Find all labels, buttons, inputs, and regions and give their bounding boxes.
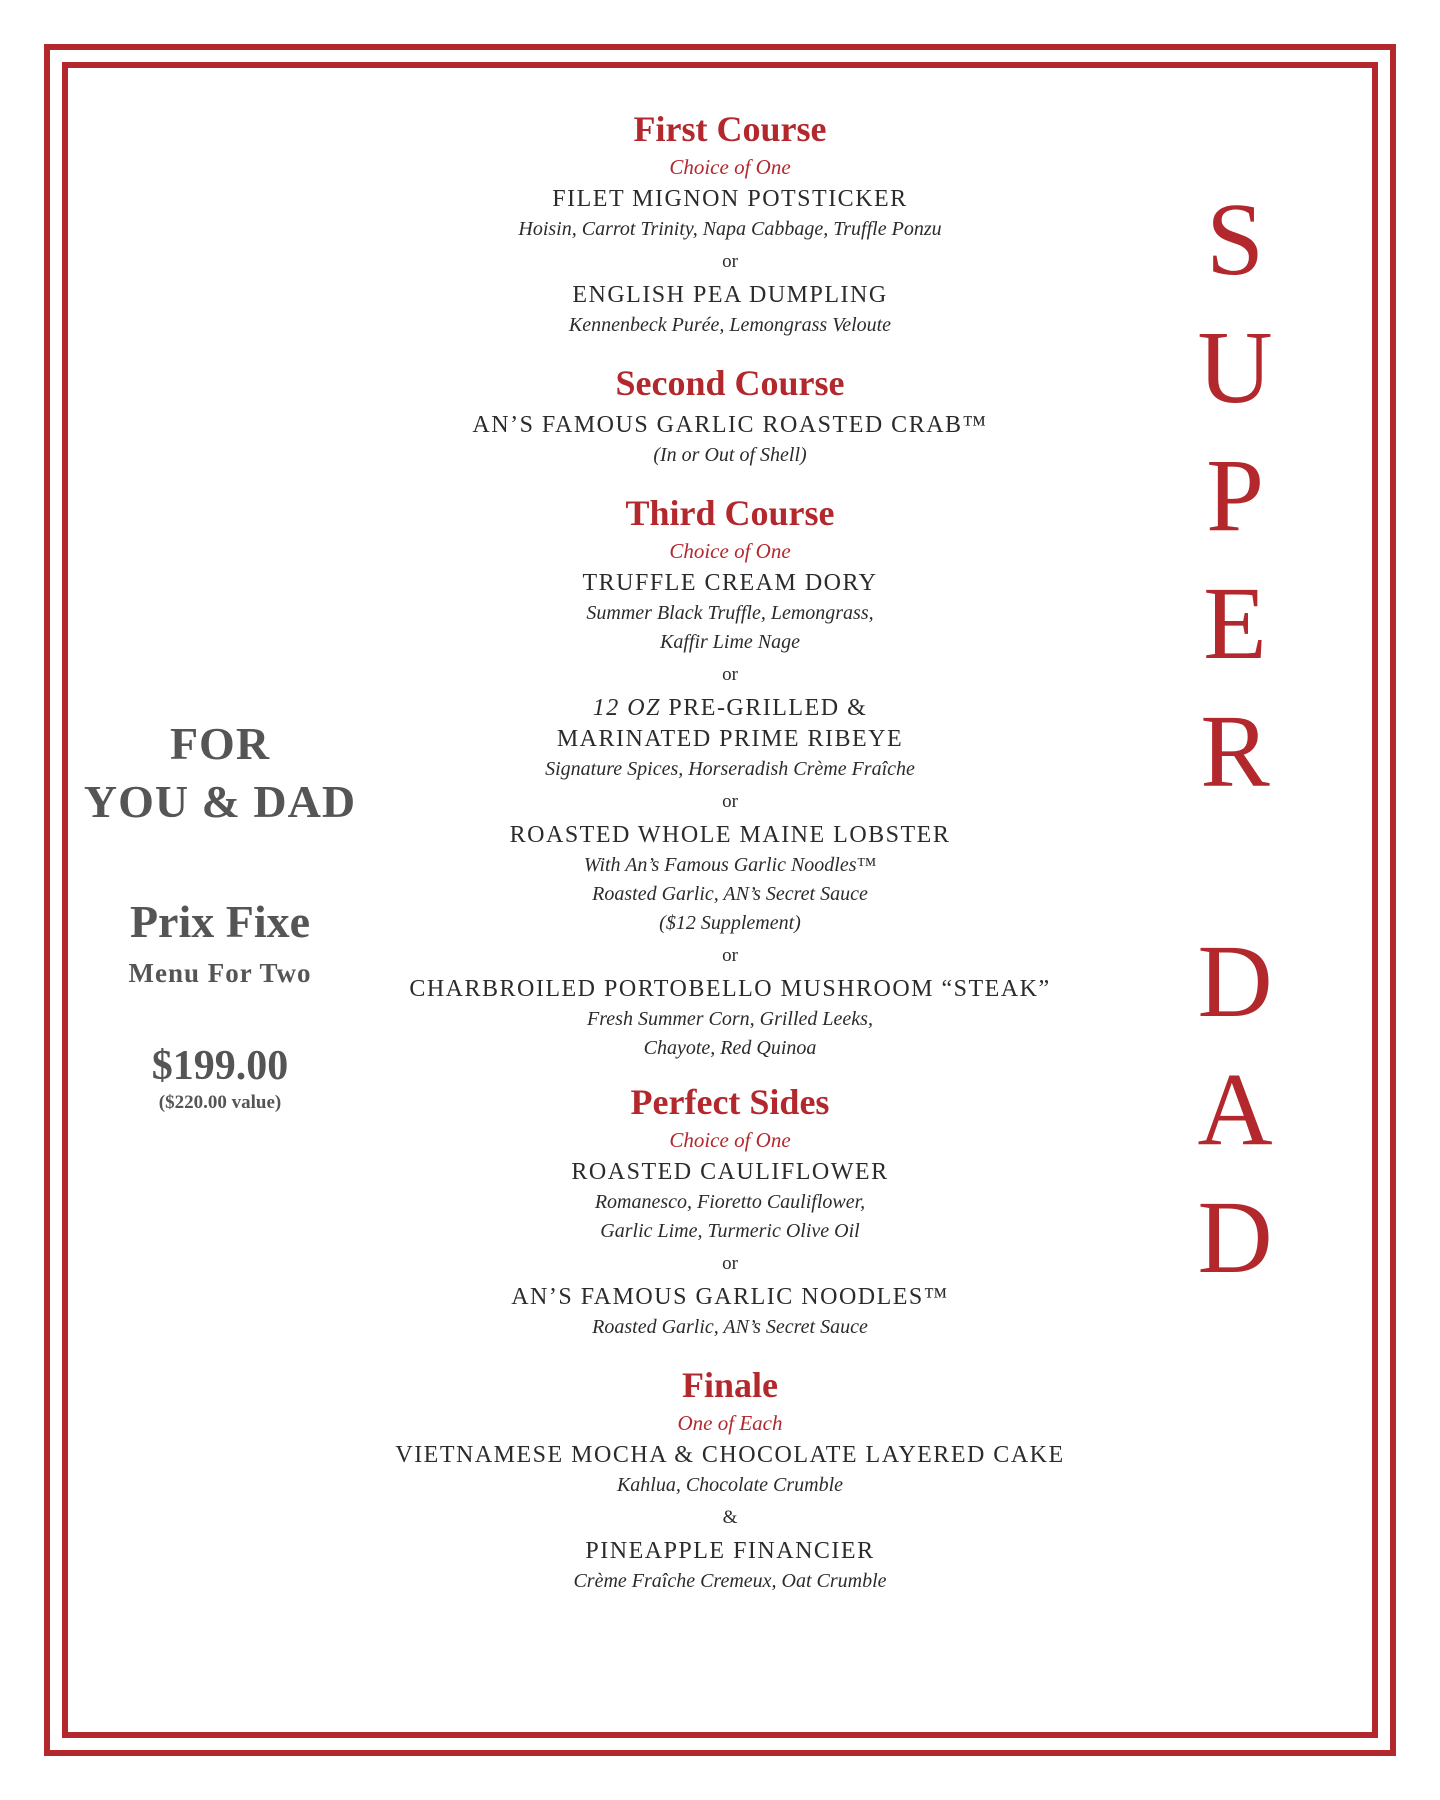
separator: or <box>722 945 738 966</box>
vertical-letter: R <box>1200 694 1270 809</box>
dish-name: ENGLISH PEA DUMPLING <box>572 282 888 308</box>
dish-name: VIETNAMESE MOCHA & CHOCOLATE LAYERED CAKE <box>395 1442 1065 1468</box>
dish-name: CHARBROILED PORTOBELLO MUSHROOM “STEAK” <box>409 976 1051 1002</box>
separator: or <box>722 1253 738 1274</box>
dish-description: Roasted Garlic, AN’s Secret Sauce <box>592 1316 868 1338</box>
dish-name-part: PRE-GRILLED & <box>668 695 868 721</box>
menu-courses <box>390 108 1070 1596</box>
vertical-letter: D <box>1197 1180 1273 1295</box>
course-title: Perfect Sides <box>630 1082 830 1122</box>
dish-name: AN’S FAMOUS GARLIC ROASTED CRAB™ <box>472 412 988 438</box>
course-title: Finale <box>682 1365 778 1405</box>
first-course-section <box>390 108 1070 340</box>
course-title: First Course <box>633 109 827 149</box>
course-subtitle: One of Each <box>677 1411 783 1435</box>
vertical-letter: P <box>1206 438 1264 553</box>
dish-description: Crème Fraîche Cremeux, Oat Crumble <box>573 1570 887 1592</box>
dish-name: ROASTED CAULIFLOWER <box>571 1159 889 1185</box>
dish-description: With An’s Famous Garlic Noodles™ <box>583 854 877 876</box>
prix-fixe-subtitle: Menu For Two <box>128 958 312 988</box>
separator: or <box>722 664 738 685</box>
separator: or <box>722 251 738 272</box>
price-value: ($220.00 value) <box>158 1092 282 1113</box>
sides-section <box>390 1081 1070 1342</box>
vertical-word-dad <box>1175 922 1295 1306</box>
dish-name <box>390 693 1070 724</box>
dish-description: Roasted Garlic, AN’s Secret Sauce <box>592 883 868 905</box>
dish-description: Kaffir Lime Nage <box>659 631 800 653</box>
dish-weight: 12 OZ <box>592 695 661 721</box>
vertical-letter: U <box>1197 310 1273 425</box>
finale-section <box>390 1364 1070 1596</box>
dish-description: ($12 Supplement) <box>659 912 801 934</box>
dish-name: FILET MIGNON POTSTICKER <box>552 186 908 212</box>
dish-description: Kahlua, Chocolate Crumble <box>616 1474 844 1496</box>
separator: or <box>722 791 738 812</box>
dish-description: Fresh Summer Corn, Grilled Leeks, <box>587 1008 873 1030</box>
vertical-letter: S <box>1206 182 1264 297</box>
dish-name: ROASTED WHOLE MAINE LOBSTER <box>509 822 951 848</box>
vertical-letter: A <box>1197 1052 1273 1167</box>
vertical-letter: D <box>1197 924 1273 1039</box>
for-line-1: FOR <box>169 718 271 769</box>
dish-description: Romanesco, Fioretto Cauliflower, <box>594 1191 866 1213</box>
dish-description: Kennenbeck Purée, Lemongrass Veloute <box>568 314 892 336</box>
prix-fixe-title: Prix Fixe <box>129 896 311 947</box>
dish-name: TRUFFLE CREAM DORY <box>582 570 878 596</box>
course-title: Third Course <box>625 493 835 533</box>
dish-name: AN’S FAMOUS GARLIC NOODLES™ <box>511 1284 949 1310</box>
dish-description: Summer Black Truffle, Lemongrass, <box>586 602 874 624</box>
dish-description: Garlic Lime, Turmeric Olive Oil <box>600 1220 860 1242</box>
dish-description: (In or Out of Shell) <box>653 444 807 466</box>
course-subtitle: Choice of One <box>669 539 791 563</box>
vertical-letter: E <box>1203 566 1267 681</box>
course-subtitle: Choice of One <box>669 1128 791 1152</box>
dish-name: PINEAPPLE FINANCIER <box>585 1538 875 1564</box>
second-course-section <box>390 362 1070 470</box>
dish-name: MARINATED PRIME RIBEYE <box>556 726 904 752</box>
price: $199.00 <box>151 1043 289 1089</box>
dish-description: Hoisin, Carrot Trinity, Napa Cabbage, Truffle Ponzu <box>518 218 942 240</box>
for-line-2: YOU & DAD <box>83 776 357 827</box>
vertical-word-super <box>1175 180 1295 820</box>
dish-description: Signature Spices, Horseradish Crème Fraîche <box>545 758 915 780</box>
course-title: Second Course <box>615 363 845 403</box>
dish-description: Chayote, Red Quinoa <box>643 1037 817 1059</box>
course-subtitle: Choice of One <box>669 155 791 179</box>
separator: & <box>722 1507 738 1528</box>
prix-fixe-panel <box>70 715 370 1115</box>
third-course-section <box>390 492 1070 1063</box>
